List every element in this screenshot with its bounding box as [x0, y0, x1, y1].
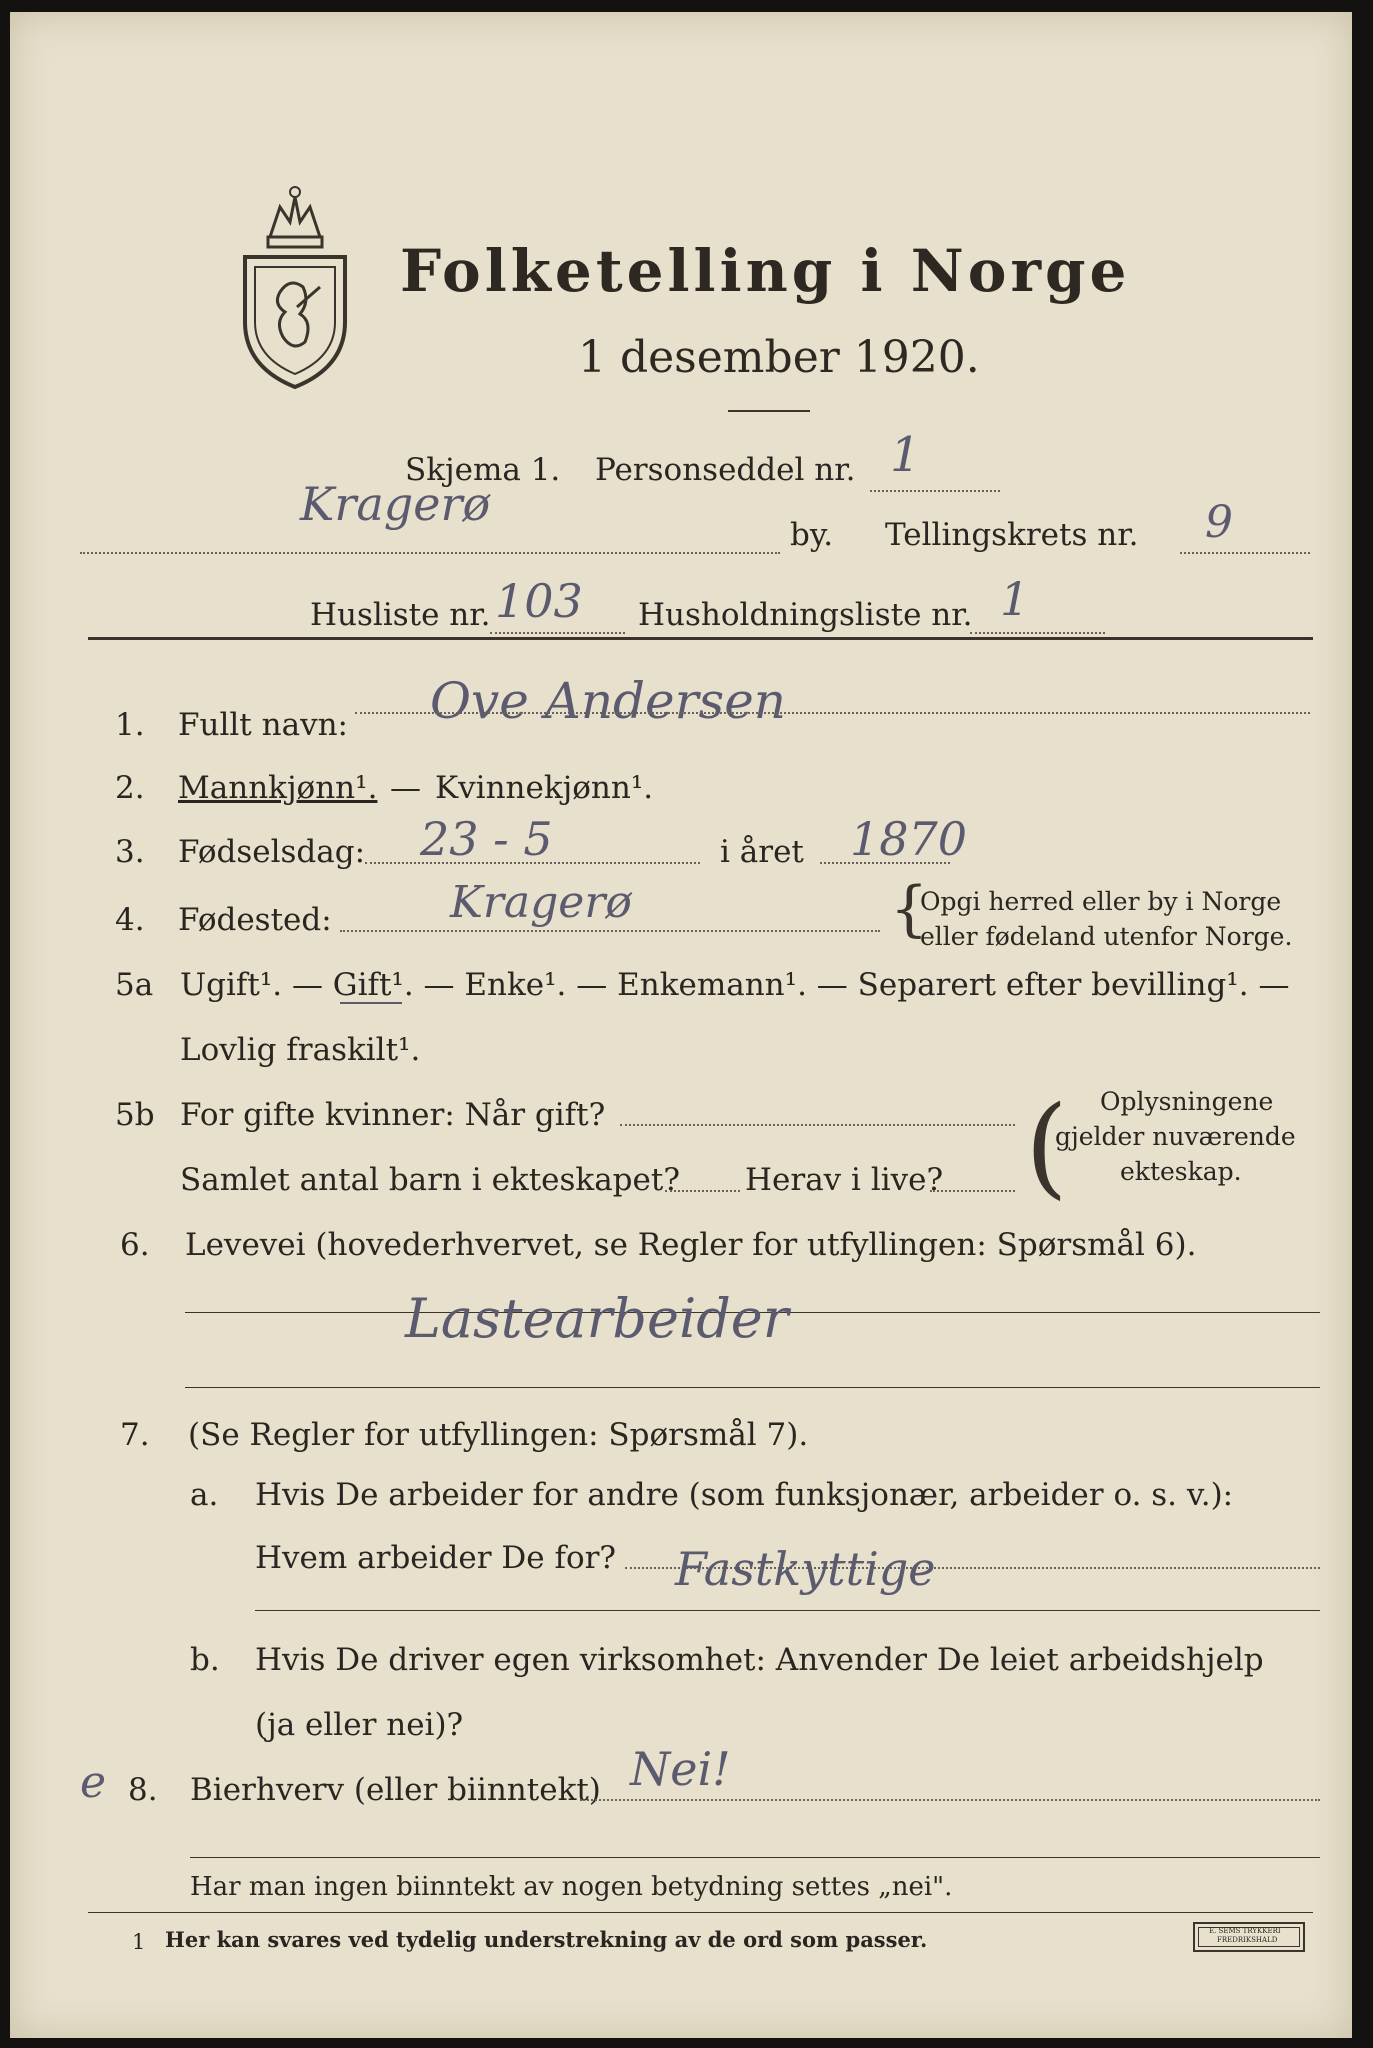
q4-number: 4.	[115, 902, 145, 938]
q2-separator: —	[390, 770, 421, 806]
by-label: by.	[790, 517, 834, 553]
q8-number: 8.	[128, 1772, 158, 1808]
by-line	[80, 552, 780, 554]
q8-line	[580, 1799, 1320, 1801]
q5b-number: 5b	[115, 1097, 155, 1133]
norwegian-coat-of-arms-icon	[235, 182, 355, 392]
q5b-note-line2: gjelder nuværende	[1055, 1122, 1296, 1151]
q2-number: 2.	[115, 770, 145, 806]
tellingskrets-label: Tellingskrets nr.	[885, 517, 1139, 553]
husliste-value: 103	[495, 574, 583, 628]
husliste-line	[490, 632, 625, 634]
q2-kvinnekjonn: Kvinnekjønn¹.	[435, 770, 654, 806]
q8-value: Nei!	[630, 1742, 731, 1796]
q7a-value: Fastkyttige	[675, 1542, 936, 1596]
q7b-line2: (ja eller nei)?	[255, 1707, 464, 1743]
q6-line2	[185, 1387, 1320, 1388]
q7a-line2: Hvem arbeider De for?	[255, 1540, 617, 1576]
q1-value: Ove Andersen	[430, 672, 786, 730]
husholdningsliste-value: 1	[1000, 572, 1030, 626]
tellingskrets-value: 9	[1205, 497, 1233, 548]
census-date: 1 desember 1920.	[578, 332, 980, 383]
q1-number: 1.	[115, 707, 145, 743]
footer-note: Har man ingen biinntekt av nogen betydning settes „nei".	[190, 1872, 953, 1902]
q2-mannkjonn: Mannkjønn¹.	[178, 770, 378, 806]
q7a-line1: Hvis De arbeider for andre (som funksjonær, arbeider o. s. v.):	[255, 1477, 1234, 1513]
footnote-marker: 1	[132, 1930, 146, 1954]
census-form-sheet	[10, 12, 1352, 2038]
q6-number: 6.	[120, 1227, 150, 1263]
q4-brace: {	[890, 874, 929, 944]
q5b-label1: For gifte kvinner: Når gift?	[180, 1097, 606, 1133]
q3-year-line	[820, 862, 950, 864]
q7-label: (Se Regler for utfyllingen: Spørsmål 7).	[188, 1417, 809, 1453]
title-divider	[728, 410, 810, 412]
q3-number: 3.	[115, 834, 145, 870]
q7-number: 7.	[120, 1417, 150, 1453]
q3-line	[365, 862, 700, 864]
q3-year-label: i året	[720, 834, 804, 870]
personseddel-value: 1	[890, 427, 921, 483]
form-title: Folketelling i Norge	[400, 237, 1131, 305]
q5b-line2	[665, 1190, 740, 1192]
q3-label: Fødselsdag:	[178, 834, 366, 870]
q5a-line2: Lovlig fraskilt¹.	[180, 1032, 421, 1068]
q5b-brace: (	[1025, 1082, 1068, 1210]
q5b-note-line3: ekteskap.	[1120, 1157, 1242, 1186]
by-value: Kragerø	[300, 477, 491, 531]
stamp-line2: FREDRIKSHALD	[1217, 1936, 1278, 1944]
printer-stamp	[1193, 1922, 1305, 1952]
q4-line	[340, 930, 880, 932]
q7b-line1: Hvis De driver egen virksomhet: Anvender De leiet arbeidshjelp	[255, 1642, 1264, 1678]
footer-rule	[88, 1912, 1313, 1913]
q6-label: Levevei (hovederhvervet, se Regler for utfyllingen: Spørsmål 6).	[185, 1227, 1197, 1263]
husholdningsliste-line	[970, 632, 1105, 634]
q1-line	[355, 712, 1310, 714]
q5a-line1: Ugift¹. — Gift¹. — Enke¹. — Enkemann¹. — Separert efter bevilling¹. —	[180, 967, 1290, 1003]
personseddel-line	[870, 490, 1000, 492]
q7a-letter: a.	[190, 1477, 219, 1513]
personseddel-label: Personseddel nr.	[595, 452, 856, 488]
q7b-letter: b.	[190, 1642, 220, 1678]
q5b-label3: Herav i live?	[745, 1162, 944, 1198]
q5b-note-line1: Oplysningene	[1100, 1087, 1274, 1116]
q8-margin-mark: e	[80, 1757, 107, 1808]
q5b-line3	[930, 1190, 1015, 1192]
q3-value: 23 - 5	[420, 812, 553, 866]
q5a-gift-underline	[340, 1002, 402, 1004]
q4-label: Fødested:	[178, 902, 332, 938]
q6-value: Lastearbeider	[405, 1287, 789, 1350]
q1-label: Fullt navn:	[178, 707, 348, 743]
q8-extra-line	[190, 1857, 1320, 1858]
husliste-label: Husliste nr.	[310, 597, 491, 633]
q5b-label2: Samlet antal barn i ekteskapet?	[180, 1162, 680, 1198]
stamp-line1: E. SEMS TRYKKERI	[1209, 1927, 1281, 1935]
q8-label: Bierhverv (eller biinntekt)	[190, 1772, 601, 1808]
q3-year-value: 1870	[850, 812, 968, 866]
q5b-line1	[620, 1124, 1015, 1126]
tellingskrets-line	[1180, 552, 1310, 554]
footnote-text: Her kan svares ved tydelig understrekning av de ord som passer.	[165, 1927, 928, 1952]
q4-note-line2: eller fødeland utenfor Norge.	[920, 922, 1293, 951]
q5a-number: 5a	[115, 967, 154, 1003]
header-rule	[88, 637, 1313, 640]
q4-note-line1: Opgi herred eller by i Norge	[920, 887, 1282, 916]
skjema-label: Skjema 1.	[405, 452, 561, 488]
q7a-extra-line	[255, 1610, 1320, 1611]
q4-value: Kragerø	[450, 877, 632, 928]
husholdningsliste-label: Husholdningsliste nr.	[638, 597, 973, 633]
